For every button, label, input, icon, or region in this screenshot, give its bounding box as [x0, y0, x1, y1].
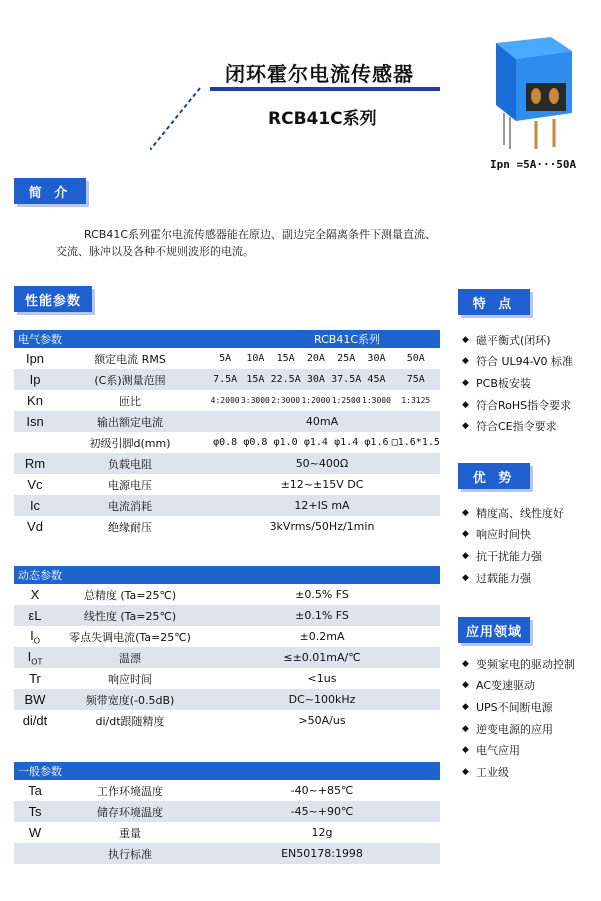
param-name: 绝缘耐压	[108, 520, 152, 534]
param-symbol	[14, 498, 56, 513]
param-name: 零点失调电流(Ta=25℃)	[69, 630, 191, 644]
param-symbol	[14, 477, 56, 492]
param-value: -45~+90℃	[290, 805, 354, 818]
param-value: <1us	[307, 672, 337, 685]
list-item	[462, 545, 597, 567]
table-row	[14, 843, 440, 864]
param-symbol	[14, 649, 56, 667]
param-value: 3kVrms/50Hz/1min	[269, 520, 375, 533]
param-value-cell: φ1.0	[273, 437, 298, 448]
param-name: 电源电压	[108, 478, 152, 492]
param-value-cell: 22.5A	[270, 374, 301, 385]
param-symbol	[14, 372, 56, 387]
list-item-label: 抗干扰能力强	[476, 549, 542, 563]
param-name: 总精度 (Ta=25℃)	[83, 588, 177, 602]
list-item	[462, 567, 597, 589]
param-symbol-subscript: OT	[31, 657, 43, 667]
diamond-bullet-icon: ◆	[462, 334, 469, 345]
table-row	[14, 668, 440, 689]
param-value-cell: 1:3125	[401, 396, 431, 405]
param-symbol-text: X	[30, 587, 40, 602]
param-symbol	[14, 393, 56, 408]
dynamic-section-header	[14, 566, 440, 584]
table-row	[14, 495, 440, 516]
applications-list	[462, 653, 597, 783]
param-symbol	[14, 456, 56, 471]
list-item-label: 响应时间快	[476, 528, 531, 542]
diamond-bullet-icon: ◆	[462, 421, 469, 432]
param-value-cell: 10A	[246, 353, 265, 364]
list-item	[462, 524, 597, 546]
param-symbol	[14, 587, 56, 602]
diamond-bullet-icon: ◆	[462, 550, 469, 561]
electrical-section-title: 电气参数	[18, 333, 62, 346]
electrical-section-header	[14, 330, 440, 348]
param-value-cell: 30A	[367, 353, 386, 364]
list-item-label: 符合RoHS指令要求	[476, 398, 572, 412]
param-value: ≤±0.01mA/℃	[283, 651, 361, 664]
param-name: 额定电流 RMS	[94, 352, 166, 366]
list-item	[462, 372, 597, 394]
intro-text	[56, 226, 441, 260]
param-symbol	[14, 692, 56, 707]
param-symbol	[14, 608, 56, 623]
param-symbol-text: Vd	[27, 519, 43, 534]
list-item-label: 磁平衡式(闭环)	[476, 333, 551, 347]
intro-paragraph: RCB41C系列霍尔电流传感器能在原边、副边完全隔离条件下测量直流、交流、脉冲以及各种不规则波形的电流。	[56, 228, 436, 258]
param-value-cell: 25A	[337, 353, 356, 364]
list-item	[462, 394, 597, 416]
diamond-bullet-icon: ◆	[462, 658, 469, 669]
advantages-list	[462, 502, 597, 588]
table-row	[14, 801, 440, 822]
table-row	[14, 453, 440, 474]
param-value: DC~100kHz	[288, 693, 356, 706]
param-name: 响应时间	[108, 672, 152, 686]
param-values	[204, 353, 440, 364]
dynamic-section-title: 动态参数	[18, 569, 62, 582]
features-list	[462, 329, 597, 437]
diamond-bullet-icon: ◆	[462, 572, 469, 583]
dynamic-params-table	[14, 566, 440, 731]
table-row	[14, 432, 440, 453]
intro-tag: 简 介	[14, 178, 86, 204]
list-item	[462, 718, 597, 740]
param-value-cell: 45A	[367, 374, 386, 385]
param-value-cell: 37.5A	[331, 374, 362, 385]
param-symbol-text: Rm	[24, 456, 46, 471]
list-item	[462, 761, 597, 783]
list-item	[462, 696, 597, 718]
param-value: EN50178:1998	[281, 847, 363, 860]
param-symbol-text: Isn	[26, 414, 44, 429]
list-item-label: 符合CE指令要求	[476, 420, 557, 434]
list-item-label: 电气应用	[476, 744, 520, 758]
param-value: ±0.1% FS	[295, 609, 349, 622]
param-symbol	[14, 804, 56, 819]
diamond-bullet-icon: ◆	[462, 399, 469, 410]
diamond-bullet-icon: ◆	[462, 745, 469, 756]
sensor-product-image	[476, 33, 576, 153]
diamond-bullet-icon: ◆	[462, 356, 469, 367]
table-row	[14, 822, 440, 843]
list-item	[462, 653, 597, 675]
param-value: 50~400Ω	[295, 457, 349, 470]
param-value-cell: 7.5A	[213, 374, 238, 385]
param-value-cell: 5A	[219, 353, 232, 364]
series-column-label: RCB41C系列	[314, 333, 380, 346]
param-symbol	[14, 783, 56, 798]
param-value-cell: 1:2000	[301, 396, 331, 405]
ipn-range-label: Ipn =5A···50A	[490, 158, 577, 171]
table-row	[14, 369, 440, 390]
param-name: 匝比	[119, 394, 141, 408]
param-symbol-text: I	[30, 627, 34, 643]
table-row	[14, 710, 440, 731]
param-symbol-text: Ts	[28, 804, 42, 819]
param-symbol	[14, 519, 56, 534]
param-value-cell: 15A	[246, 374, 265, 385]
diamond-bullet-icon: ◆	[462, 529, 469, 540]
general-section-header	[14, 762, 440, 780]
param-symbol-text: Ic	[29, 498, 41, 513]
param-name: 初级引脚d(mm)	[89, 436, 171, 450]
param-name: 频带宽度(-0.5dB)	[85, 693, 175, 707]
param-symbol-text: Ta	[28, 783, 42, 798]
param-value: 12+IS mA	[294, 499, 350, 512]
param-value-cell: 50A	[406, 353, 425, 364]
param-value-cell: 30A	[306, 374, 325, 385]
diamond-bullet-icon: ◆	[462, 766, 469, 777]
diamond-bullet-icon: ◆	[462, 507, 469, 518]
list-item-label: PCB板安装	[476, 376, 531, 390]
param-symbol-text: W	[28, 825, 42, 840]
features-tag: 特 点	[458, 289, 530, 315]
param-symbol-text: Vc	[27, 477, 43, 492]
table-row	[14, 689, 440, 710]
table-row	[14, 584, 440, 605]
param-name: di/dt跟随精度	[95, 714, 165, 728]
list-item-label: 变频家电的驱动控制	[476, 657, 575, 671]
param-value-cell: φ0.8	[213, 437, 238, 448]
param-name: 输出额定电流	[97, 415, 163, 429]
list-item-label: AC变速驱动	[476, 679, 536, 693]
param-value-cell: 3:3000	[240, 396, 270, 405]
table-row	[14, 780, 440, 801]
param-value-cell: 1:3000	[362, 396, 391, 405]
param-symbol-text: Ipn	[25, 351, 45, 366]
param-name: 执行标准	[108, 847, 152, 861]
list-item	[462, 329, 597, 351]
param-name: 电流消耗	[108, 499, 152, 513]
param-value-cell: φ1.6	[364, 437, 389, 448]
param-symbol	[14, 628, 56, 646]
param-symbol-text: BW	[24, 692, 46, 707]
list-item-label: UPS不间断电源	[476, 700, 553, 714]
table-row	[14, 411, 440, 432]
param-value-cell: 1:2500	[331, 396, 361, 405]
param-value: 40mA	[305, 415, 339, 428]
param-value-cell: □1.6*1.5	[391, 437, 440, 448]
param-values	[204, 374, 440, 385]
general-section-title: 一般参数	[18, 765, 62, 778]
param-symbol	[14, 713, 56, 728]
param-values	[204, 396, 440, 405]
param-name: (C系)测量范围	[94, 373, 166, 387]
param-value: ±12~±15V DC	[280, 478, 364, 491]
diamond-bullet-icon: ◆	[462, 723, 469, 734]
param-value-cell: φ1.4	[334, 437, 359, 448]
param-value-cell: φ1.4	[303, 437, 328, 448]
electrical-params-table	[14, 330, 440, 537]
param-value: ±0.5% FS	[295, 588, 349, 601]
param-symbol-text: Kn	[27, 393, 43, 408]
param-value: -40~+85℃	[290, 784, 354, 797]
param-symbol-text: εL	[28, 608, 42, 623]
param-value-cell: 75A	[406, 374, 425, 385]
param-name: 工作环境温度	[97, 784, 163, 798]
param-symbol-text: di/dt	[22, 713, 48, 728]
param-symbol-text: I	[27, 648, 32, 664]
table-row	[14, 605, 440, 626]
list-item	[462, 415, 597, 437]
list-item-label: 符合 UL94-V0 标准	[476, 355, 574, 369]
table-row	[14, 647, 440, 668]
list-item-label: 工业级	[476, 765, 509, 779]
diamond-bullet-icon: ◆	[462, 680, 469, 691]
page-title: 闭环霍尔电流传感器	[225, 62, 414, 86]
diamond-bullet-icon: ◆	[462, 377, 469, 388]
list-item	[462, 351, 597, 373]
param-values	[204, 437, 440, 448]
param-value: ±0.2mA	[299, 630, 345, 643]
param-symbol	[14, 825, 56, 840]
list-item	[462, 739, 597, 761]
param-symbol	[14, 414, 56, 429]
table-row	[14, 474, 440, 495]
general-params-table	[14, 762, 440, 864]
param-symbol	[14, 671, 56, 686]
param-symbol-text: Tr	[29, 671, 41, 686]
param-symbol	[14, 351, 56, 366]
performance-tag: 性能参数	[14, 286, 92, 312]
param-name: 温漂	[119, 651, 141, 665]
applications-tag: 应用领域	[458, 617, 530, 643]
list-item-label: 逆变电源的应用	[476, 722, 553, 736]
table-row	[14, 626, 440, 647]
table-row	[14, 348, 440, 369]
table-row	[14, 516, 440, 537]
param-value: 12g	[311, 826, 333, 839]
param-value-cell: φ0.8	[243, 437, 268, 448]
param-value: >50A/us	[298, 714, 346, 727]
table-row	[14, 390, 440, 411]
list-item	[462, 675, 597, 697]
param-name: 重量	[119, 826, 141, 840]
header-divider	[210, 87, 440, 91]
list-item-label: 精度高、线性度好	[476, 506, 564, 520]
param-value-cell: 2:3000	[271, 396, 301, 405]
param-value-cell: 20A	[306, 353, 325, 364]
param-value-cell: 15A	[276, 353, 295, 364]
param-symbol-text: Ip	[29, 372, 41, 387]
diamond-bullet-icon: ◆	[462, 701, 469, 712]
param-name: 负载电阻	[108, 457, 152, 471]
param-name: 储存环境温度	[97, 805, 163, 819]
param-name: 线性度 (Ta=25℃)	[83, 609, 177, 623]
list-item-label: 过载能力强	[476, 571, 531, 585]
param-value-cell: 4:2000	[210, 396, 240, 405]
param-symbol-subscript: O	[33, 636, 40, 646]
list-item	[462, 502, 597, 524]
series-title: RCB41C系列	[268, 109, 377, 129]
advantages-tag: 优 势	[458, 463, 530, 489]
